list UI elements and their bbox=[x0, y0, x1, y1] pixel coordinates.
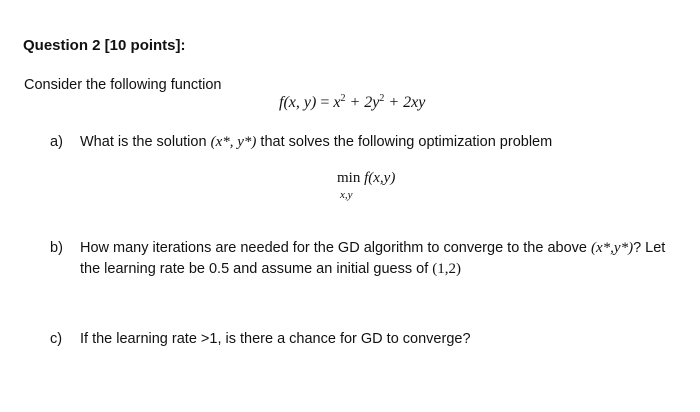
part-b-text-before: How many iterations are needed for the GD algorithm to converge to the above bbox=[80, 240, 587, 256]
question-title: Question 2 [10 points]: bbox=[23, 37, 186, 54]
part-b-line-2 bbox=[80, 261, 461, 278]
optimal-pair: (x*, y*) bbox=[210, 134, 257, 150]
min-subscript: x,y bbox=[340, 189, 353, 201]
exponent-x: 2 bbox=[340, 93, 346, 104]
equals-sign: = bbox=[316, 94, 334, 111]
min-args: (x,y) bbox=[368, 170, 396, 186]
part-b-line-2-text: the learning rate be 0.5 and assume an initial guess of bbox=[80, 261, 429, 277]
part-a-question bbox=[80, 134, 552, 151]
min-expression bbox=[337, 170, 395, 187]
exponent-y: 2 bbox=[379, 93, 385, 104]
part-c-question: If the learning rate >1, is there a chance for GD to converge? bbox=[80, 331, 471, 347]
term-2xy: + 2xy bbox=[384, 94, 426, 111]
part-c-label: c) bbox=[50, 331, 63, 347]
part-a-text-before: What is the solution bbox=[80, 134, 207, 150]
part-b-text-after: ? Let bbox=[633, 240, 666, 256]
min-operator: min bbox=[337, 170, 361, 186]
part-b-label: b) bbox=[50, 240, 63, 256]
part-a-text-after: that solves the following optimization problem bbox=[260, 134, 553, 150]
optimal-pair-b: (x*,y*) bbox=[591, 240, 634, 256]
min-function: f bbox=[364, 170, 369, 186]
function-args: (x, y) bbox=[283, 94, 317, 111]
part-a-label: a) bbox=[50, 134, 63, 150]
function-name: f bbox=[279, 94, 284, 111]
term-x: x bbox=[333, 94, 341, 111]
term-2y: + 2y bbox=[345, 94, 380, 111]
initial-guess: (1,2) bbox=[432, 261, 462, 277]
part-b-line-1 bbox=[80, 240, 665, 257]
function-equation bbox=[279, 94, 425, 112]
intro-text: Consider the following function bbox=[24, 77, 222, 93]
